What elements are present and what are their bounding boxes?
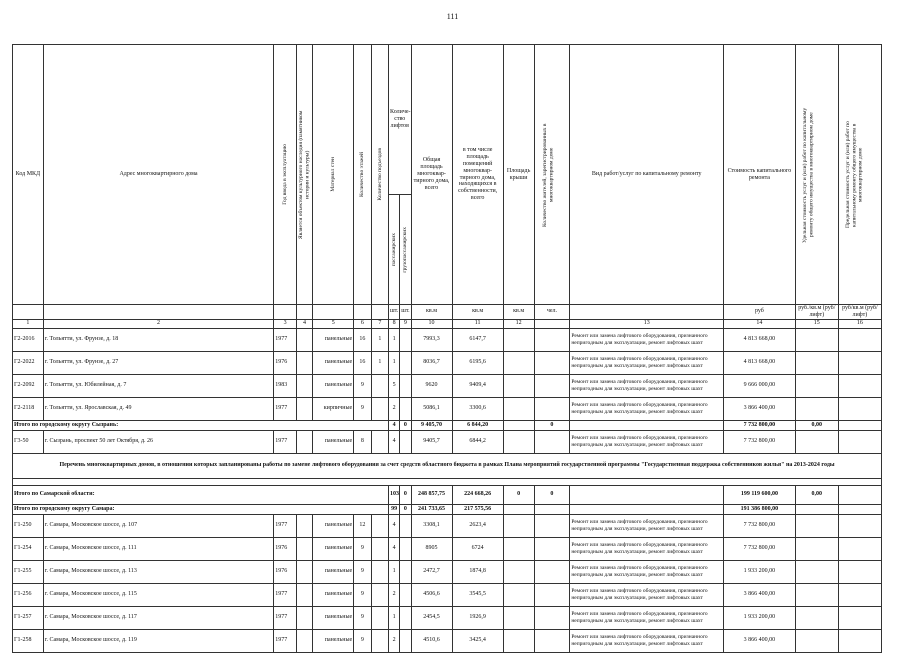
total-label: Итого по Самарской области: xyxy=(13,485,389,504)
cargo-lifts-cell xyxy=(400,397,411,420)
total-passenger: 99 xyxy=(389,504,400,514)
roof-cell xyxy=(503,583,534,606)
entrances-cell xyxy=(371,583,388,606)
cost-cell: 3 866 400,00 xyxy=(724,397,796,420)
heritage-cell xyxy=(296,606,312,629)
limit-cost-cell xyxy=(838,328,881,351)
unit-people: чел. xyxy=(534,305,570,320)
heritage-cell xyxy=(296,374,312,397)
hdr-passenger: пассажирских xyxy=(389,195,400,305)
walls-cell: панельные xyxy=(313,606,354,629)
address-cell: г. Самара, Московское шоссе, д. 119 xyxy=(43,629,274,652)
hdr-roof: Площадь крыши xyxy=(503,45,534,305)
unit-sqm: кв.м xyxy=(503,305,534,320)
area-owned-cell: 6195,6 xyxy=(452,351,503,374)
entrances-cell xyxy=(371,560,388,583)
limit-cost-cell xyxy=(838,514,881,537)
walls-cell: панельные xyxy=(313,583,354,606)
heritage-cell xyxy=(296,583,312,606)
work-cell: Ремонт или замена лифтового оборудования, признанного непригодным для эксплуатации, ремонт лифтовых шахт xyxy=(570,397,724,420)
address-cell: г. Тольятти, ул. Ярославская, д. 49 xyxy=(43,397,274,420)
floors-cell: 8 xyxy=(354,430,371,453)
residents-cell xyxy=(534,351,570,374)
residents-cell xyxy=(534,606,570,629)
area-owned-cell: 1926,9 xyxy=(452,606,503,629)
year-cell: 1977 xyxy=(274,514,297,537)
total-label: Итого по городскому округу Самара: xyxy=(13,504,389,514)
area-owned-cell: 3545,5 xyxy=(452,583,503,606)
address-cell: г. Самара, Московское шоссе, д. 113 xyxy=(43,560,274,583)
walls-cell: кирпичные xyxy=(313,397,354,420)
hdr-floors: Количество этажей xyxy=(354,45,371,305)
walls-cell: панельные xyxy=(313,537,354,560)
hdr-year: Год ввода в эксплуатацию xyxy=(274,45,297,305)
entrances-cell xyxy=(371,397,388,420)
limit-cost-cell xyxy=(838,606,881,629)
total-residents xyxy=(534,504,570,514)
walls-cell: панельные xyxy=(313,351,354,374)
col-number: 10 xyxy=(411,319,452,328)
limit-cost-cell xyxy=(838,351,881,374)
cargo-lifts-cell xyxy=(400,629,411,652)
work-cell: Ремонт или замена лифтового оборудования, признанного непригодным для эксплуатации, ремонт лифтовых шахт xyxy=(570,430,724,453)
cost-cell: 1 933 200,00 xyxy=(724,606,796,629)
year-cell: 1977 xyxy=(274,328,297,351)
passenger-lifts-cell: 2 xyxy=(389,397,400,420)
passenger-lifts-cell: 1 xyxy=(389,351,400,374)
area-total-cell: 2454,5 xyxy=(411,606,452,629)
mkd-code: Г2-2022 xyxy=(13,351,44,374)
cargo-lifts-cell xyxy=(400,606,411,629)
unit-cost-cell xyxy=(795,537,838,560)
unit-cost-cell xyxy=(795,514,838,537)
col-number: 4 xyxy=(296,319,312,328)
floors-cell: 9 xyxy=(354,583,371,606)
total-roof xyxy=(503,504,534,514)
hdr-entrances: Количество подъездов xyxy=(371,45,388,305)
unit-cost-cell xyxy=(795,606,838,629)
list-heading: Перечень многоквартирных домов, в отношении которых запланированы работы по замене лифтового оборудования за счет средств областного бюджета в рамках Плана мероприятий государственной программы "Государственная поддержка собственников жилья" на 2013-2024 годы xyxy=(13,453,882,478)
total-row xyxy=(13,485,882,504)
unit-cost-cell xyxy=(795,430,838,453)
cargo-lifts-cell xyxy=(400,583,411,606)
total-limit-cost xyxy=(838,504,881,514)
entrances-cell xyxy=(371,374,388,397)
unit-rub-sqm: руб./кв.м (руб/лифт) xyxy=(795,305,838,320)
residents-cell xyxy=(534,397,570,420)
cost-cell: 1 933 200,00 xyxy=(724,560,796,583)
floors-cell: 9 xyxy=(354,397,371,420)
total-unit-cost xyxy=(795,504,838,514)
roof-cell xyxy=(503,430,534,453)
area-total-cell: 8905 xyxy=(411,537,452,560)
total-roof xyxy=(503,420,534,430)
hdr-address: Адрес многоквартирного дома xyxy=(43,45,274,305)
address-cell: г. Самара, Московское шоссе, д. 107 xyxy=(43,514,274,537)
cargo-lifts-cell xyxy=(400,374,411,397)
work-cell: Ремонт или замена лифтового оборудования, признанного непригодным для эксплуатации, ремонт лифтовых шахт xyxy=(570,514,724,537)
total-work xyxy=(570,485,724,504)
passenger-lifts-cell: 1 xyxy=(389,606,400,629)
area-total-cell: 2472,7 xyxy=(411,560,452,583)
mkd-code: Г1-256 xyxy=(13,583,44,606)
cost-cell: 9 666 000,00 xyxy=(724,374,796,397)
work-cell: Ремонт или замена лифтового оборудования, признанного непригодным для эксплуатации, ремонт лифтовых шахт xyxy=(570,374,724,397)
limit-cost-cell xyxy=(838,430,881,453)
total-cost: 191 386 800,00 xyxy=(724,504,796,514)
entrances-cell xyxy=(371,537,388,560)
hdr-heritage: Является объектом культурного наследия (памятником истории и культуры) xyxy=(296,45,312,305)
mkd-code: Г3-50 xyxy=(13,430,44,453)
year-cell: 1977 xyxy=(274,583,297,606)
floors-cell: 16 xyxy=(354,351,371,374)
area-owned-cell: 9409,4 xyxy=(452,374,503,397)
total-limit-cost xyxy=(838,420,881,430)
col-number: 2 xyxy=(43,319,274,328)
walls-cell: панельные xyxy=(313,560,354,583)
heritage-cell xyxy=(296,537,312,560)
col-number: 5 xyxy=(313,319,354,328)
table-row xyxy=(13,430,882,453)
unit-cost-cell xyxy=(795,397,838,420)
heritage-cell xyxy=(296,514,312,537)
unit-rub-sqm: руб/кв.м (руб/лифт) xyxy=(838,305,881,320)
cargo-lifts-cell xyxy=(400,430,411,453)
work-cell: Ремонт или замена лифтового оборудования, признанного непригодным для эксплуатации, ремонт лифтовых шахт xyxy=(570,583,724,606)
address-cell: г. Тольятти, ул. Юбилейная, д. 7 xyxy=(43,374,274,397)
cost-cell: 7 732 800,00 xyxy=(724,430,796,453)
total-limit-cost xyxy=(838,485,881,504)
roof-cell xyxy=(503,537,534,560)
walls-cell: панельные xyxy=(313,328,354,351)
heritage-cell xyxy=(296,351,312,374)
roof-cell xyxy=(503,560,534,583)
unit-cost-cell xyxy=(795,583,838,606)
col-number: 15 xyxy=(795,319,838,328)
area-owned-cell: 3300,6 xyxy=(452,397,503,420)
year-cell: 1977 xyxy=(274,430,297,453)
hdr-area-owned: в том числе площадь помещений многоквар-тирного дома, находящихся в собственности, всего xyxy=(452,45,503,305)
col-number: 6 xyxy=(354,319,371,328)
residents-cell xyxy=(534,328,570,351)
table-row xyxy=(13,374,882,397)
residents-cell xyxy=(534,629,570,652)
mkd-code: Г1-258 xyxy=(13,629,44,652)
total-roof: 0 xyxy=(503,485,534,504)
cargo-lifts-cell xyxy=(400,514,411,537)
col-number: 8 xyxy=(389,319,400,328)
unit-pcs: шт. xyxy=(400,305,411,320)
unit-rub: руб xyxy=(724,305,796,320)
residents-cell xyxy=(534,560,570,583)
residents-cell xyxy=(534,514,570,537)
roof-cell xyxy=(503,514,534,537)
table-row xyxy=(13,606,882,629)
entrances-cell xyxy=(371,514,388,537)
total-row xyxy=(13,420,882,430)
cost-cell: 7 732 800,00 xyxy=(724,514,796,537)
address-cell: г. Тольятти, ул. Фрунзе, д. 18 xyxy=(43,328,274,351)
table-row xyxy=(13,328,882,351)
hdr-cost: Стоимость капитального ремонта xyxy=(724,45,796,305)
area-total-cell: 5086,1 xyxy=(411,397,452,420)
col-number: 9 xyxy=(400,319,411,328)
area-total-cell: 4510,6 xyxy=(411,629,452,652)
table-row xyxy=(13,351,882,374)
year-cell: 1976 xyxy=(274,351,297,374)
entrances-cell: 1 xyxy=(371,351,388,374)
unit-sqm: кв.м xyxy=(411,305,452,320)
roof-cell xyxy=(503,351,534,374)
table-row xyxy=(13,397,882,420)
total-cargo: 0 xyxy=(400,420,411,430)
cost-cell: 7 732 800,00 xyxy=(724,537,796,560)
total-owned: 224 668,26 xyxy=(452,485,503,504)
address-cell: г. Самара, Московское шоссе, д. 115 xyxy=(43,583,274,606)
floors-cell: 12 xyxy=(354,514,371,537)
entrances-cell xyxy=(371,606,388,629)
total-cargo: 0 xyxy=(400,504,411,514)
table-row xyxy=(13,629,882,652)
cargo-lifts-cell xyxy=(400,351,411,374)
total-residents: 0 xyxy=(534,420,570,430)
work-cell: Ремонт или замена лифтового оборудования, признанного непригодным для эксплуатации, ремонт лифтовых шахт xyxy=(570,629,724,652)
cargo-lifts-cell xyxy=(400,328,411,351)
unit-pcs: шт. xyxy=(389,305,400,320)
floors-cell: 9 xyxy=(354,537,371,560)
cost-cell: 4 813 668,00 xyxy=(724,351,796,374)
passenger-lifts-cell: 2 xyxy=(389,583,400,606)
mkd-code: Г2-2118 xyxy=(13,397,44,420)
address-cell: г. Самара, Московское шоссе, д. 111 xyxy=(43,537,274,560)
cost-cell: 4 813 668,00 xyxy=(724,328,796,351)
total-passenger: 103 xyxy=(389,485,400,504)
table-row xyxy=(13,514,882,537)
roof-cell xyxy=(503,328,534,351)
hdr-walls: Материал стен xyxy=(313,45,354,305)
mkd-code: Г1-254 xyxy=(13,537,44,560)
heritage-cell xyxy=(296,430,312,453)
passenger-lifts-cell: 2 xyxy=(389,629,400,652)
residents-cell xyxy=(534,537,570,560)
total-cost: 7 732 800,00 xyxy=(724,420,796,430)
passenger-lifts-cell: 4 xyxy=(389,514,400,537)
address-cell: г. Самара, Московское шоссе, д. 117 xyxy=(43,606,274,629)
total-owned: 6 844,20 xyxy=(452,420,503,430)
area-owned-cell: 6147,7 xyxy=(452,328,503,351)
unit-cost-cell xyxy=(795,560,838,583)
roof-cell xyxy=(503,374,534,397)
floors-cell: 9 xyxy=(354,606,371,629)
walls-cell: панельные xyxy=(313,374,354,397)
entrances-cell xyxy=(371,430,388,453)
col-number: 7 xyxy=(371,319,388,328)
total-passenger: 4 xyxy=(389,420,400,430)
area-owned-cell: 6724 xyxy=(452,537,503,560)
year-cell: 1977 xyxy=(274,629,297,652)
floors-cell: 9 xyxy=(354,629,371,652)
table-row xyxy=(13,583,882,606)
limit-cost-cell xyxy=(838,537,881,560)
col-number: 14 xyxy=(724,319,796,328)
total-owned: 217 575,56 xyxy=(452,504,503,514)
total-work xyxy=(570,504,724,514)
unit-cost-cell xyxy=(795,351,838,374)
col-number: 13 xyxy=(570,319,724,328)
total-label: Итого по городскому округу Сызрань: xyxy=(13,420,389,430)
walls-cell: панельные xyxy=(313,629,354,652)
mkd-code: Г1-257 xyxy=(13,606,44,629)
col-number: 11 xyxy=(452,319,503,328)
area-total-cell: 3308,1 xyxy=(411,514,452,537)
area-total-cell: 7993,3 xyxy=(411,328,452,351)
total-cost: 199 119 600,00 xyxy=(724,485,796,504)
col-number: 16 xyxy=(838,319,881,328)
roof-cell xyxy=(503,629,534,652)
entrances-cell: 1 xyxy=(371,328,388,351)
cost-cell: 3 866 400,00 xyxy=(724,583,796,606)
heritage-cell xyxy=(296,629,312,652)
area-total-cell: 9405,7 xyxy=(411,430,452,453)
total-area: 241 733,65 xyxy=(411,504,452,514)
mkd-code: Г1-255 xyxy=(13,560,44,583)
area-owned-cell: 3425,4 xyxy=(452,629,503,652)
work-cell: Ремонт или замена лифтового оборудования, признанного непригодным для эксплуатации, ремонт лифтовых шахт xyxy=(570,537,724,560)
page-number: 111 xyxy=(446,12,459,21)
unit-cost-cell xyxy=(795,629,838,652)
cargo-lifts-cell xyxy=(400,537,411,560)
limit-cost-cell xyxy=(838,397,881,420)
mkd-code: Г1-250 xyxy=(13,514,44,537)
total-unit-cost: 0,00 xyxy=(795,420,838,430)
col-number: 12 xyxy=(503,319,534,328)
entrances-cell xyxy=(371,629,388,652)
limit-cost-cell xyxy=(838,629,881,652)
unit-cost-cell xyxy=(795,374,838,397)
year-cell: 1983 xyxy=(274,374,297,397)
work-cell: Ремонт или замена лифтового оборудования, признанного непригодным для эксплуатации, ремонт лифтовых шахт xyxy=(570,351,724,374)
total-cargo: 0 xyxy=(400,485,411,504)
mkd-code: Г2-2092 xyxy=(13,374,44,397)
heritage-cell xyxy=(296,397,312,420)
work-cell: Ремонт или замена лифтового оборудования, признанного непригодным для эксплуатации, ремонт лифтовых шахт xyxy=(570,328,724,351)
passenger-lifts-cell: 4 xyxy=(389,430,400,453)
total-row xyxy=(13,504,882,514)
total-work xyxy=(570,420,724,430)
year-cell: 1977 xyxy=(274,397,297,420)
hdr-area-total: Общая площадь многоквар-тирного дома, всего xyxy=(411,45,452,305)
area-total-cell: 4506,6 xyxy=(411,583,452,606)
total-residents: 0 xyxy=(534,485,570,504)
work-cell: Ремонт или замена лифтового оборудования, признанного непригодным для эксплуатации, ремонт лифтовых шахт xyxy=(570,606,724,629)
hdr-limit-cost: Предельная стоимость услуг и (или) работ по капитальному ремонту общего имущества в многоквартирном доме xyxy=(838,45,881,305)
hdr-work: Вид работ/услуг по капитальному ремонту xyxy=(570,45,724,305)
limit-cost-cell xyxy=(838,374,881,397)
passenger-lifts-cell: 1 xyxy=(389,328,400,351)
unit-sqm: кв.м xyxy=(452,305,503,320)
address-cell: г. Сызрань, проспект 50 лет Октября, д. 26 xyxy=(43,430,274,453)
table-row xyxy=(13,560,882,583)
table-row xyxy=(13,537,882,560)
area-total-cell: 8036,7 xyxy=(411,351,452,374)
hdr-lifts: Количе-ство лифтов xyxy=(389,45,412,195)
floors-cell: 9 xyxy=(354,374,371,397)
hdr-unit-cost: Удельная стоимость услуг и (или) работ по капитальному ремонту общего имущества в многоквартирном доме xyxy=(795,45,838,305)
col-number: 1 xyxy=(13,319,44,328)
address-cell: г. Тольятти, ул. Фрунзе, д. 27 xyxy=(43,351,274,374)
heritage-cell xyxy=(296,560,312,583)
mkd-code: Г2-2016 xyxy=(13,328,44,351)
unit-cost-cell xyxy=(795,328,838,351)
total-area: 9 405,70 xyxy=(411,420,452,430)
passenger-lifts-cell: 5 xyxy=(389,374,400,397)
area-owned-cell: 6844,2 xyxy=(452,430,503,453)
hdr-residents: Количество жителей, зарегистрированных в многоквартирном доме xyxy=(534,45,570,305)
total-unit-cost: 0,00 xyxy=(795,485,838,504)
area-owned-cell: 1874,8 xyxy=(452,560,503,583)
col-number: 3 xyxy=(274,319,297,328)
year-cell: 1976 xyxy=(274,537,297,560)
residents-cell xyxy=(534,583,570,606)
roof-cell xyxy=(503,606,534,629)
passenger-lifts-cell: 1 xyxy=(389,560,400,583)
limit-cost-cell xyxy=(838,560,881,583)
year-cell: 1976 xyxy=(274,560,297,583)
total-area: 248 857,75 xyxy=(411,485,452,504)
year-cell: 1977 xyxy=(274,606,297,629)
hdr-kod: Код МКД xyxy=(13,45,44,305)
work-cell: Ремонт или замена лифтового оборудования, признанного непригодным для эксплуатации, ремонт лифтовых шахт xyxy=(570,560,724,583)
area-owned-cell: 2623,4 xyxy=(452,514,503,537)
roof-cell xyxy=(503,397,534,420)
residents-cell xyxy=(534,430,570,453)
hdr-cargo: грузопассажирских xyxy=(400,195,411,305)
walls-cell: панельные xyxy=(313,514,354,537)
area-total-cell: 9620 xyxy=(411,374,452,397)
passenger-lifts-cell: 4 xyxy=(389,537,400,560)
limit-cost-cell xyxy=(838,583,881,606)
capital-repair-table xyxy=(12,44,882,653)
spacer-cell xyxy=(13,478,882,485)
heritage-cell xyxy=(296,328,312,351)
floors-cell: 9 xyxy=(354,560,371,583)
floors-cell: 16 xyxy=(354,328,371,351)
cargo-lifts-cell xyxy=(400,560,411,583)
walls-cell: панельные xyxy=(313,430,354,453)
residents-cell xyxy=(534,374,570,397)
cost-cell: 3 866 400,00 xyxy=(724,629,796,652)
